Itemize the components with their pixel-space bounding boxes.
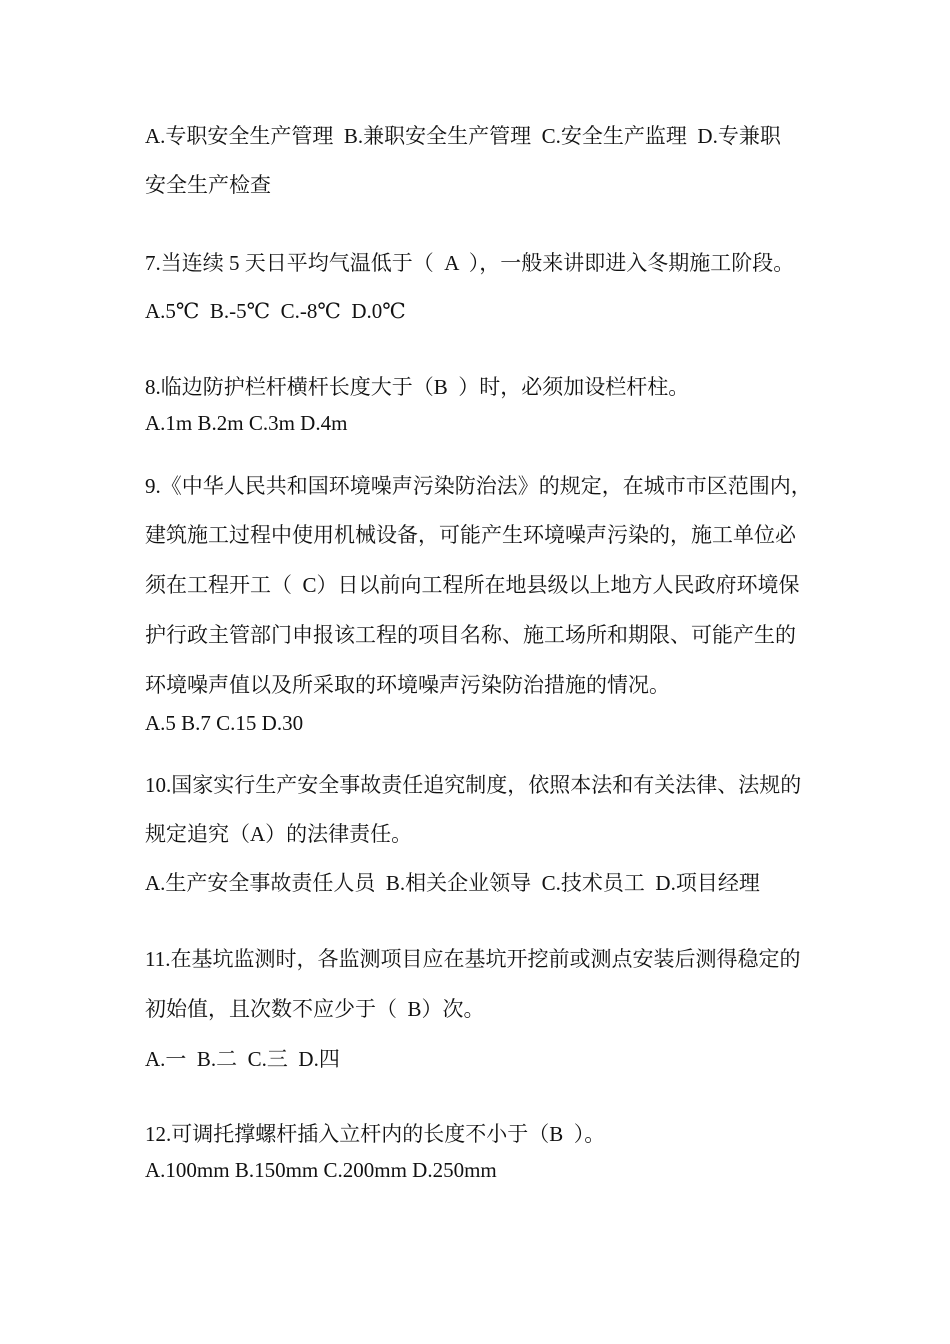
q10-question-line: 10.国家实行生产安全事故责任追究制度，依照本法和有关法律、法规的 (145, 773, 802, 797)
q12-question: 12.可调托撑螺杆插入立杆内的长度不小于（B ）。 (145, 1122, 606, 1146)
q7-options: A.5℃ B.-5℃ C.-8℃ D.0℃ (145, 299, 406, 323)
q7-question: 7.当连续 5 天日平均气温低于（ A ），一般来讲即进入冬期施工阶段。 (145, 251, 795, 275)
q9-question-line: 环境噪声值以及所采取的环境噪声污染防治措施的情况。 (145, 673, 670, 697)
q9-question-line: 建筑施工过程中使用机械设备，可能产生环境噪声污染的，施工单位必 (145, 523, 796, 547)
q10-options: A.生产安全事故责任人员 B.相关企业领导 C.技术员工 D.项目经理 (145, 871, 760, 895)
q9-question-line: 须在工程开工（ C）日以前向工程所在地县级以上地方人民政府环境保 (145, 573, 800, 597)
q9-options: A.5 B.7 C.15 D.30 (145, 711, 304, 735)
q8-question: 8.临边防护栏杆横杆长度大于（B ）时，必须加设栏杆柱。 (145, 375, 690, 399)
q11-question-line: 初始值，且次数不应少于（ B）次。 (145, 997, 485, 1021)
q10-question-line: 规定追究（A）的法律责任。 (145, 822, 413, 846)
q11-options: A.一 B.二 C.三 D.四 (145, 1047, 340, 1071)
q6-options-continuation: 安全生产检查 (145, 173, 271, 197)
q9-question-line: 护行政主管部门申报该工程的项目名称、施工场所和期限、可能产生的 (145, 623, 796, 647)
q6-options: A.专职安全生产管理 B.兼职安全生产管理 C.安全生产监理 D.专兼职 (145, 124, 781, 148)
q9-question-line: 9.《中华人民共和国环境噪声污染防治法》的规定，在城市市区范围内， (145, 474, 812, 498)
q8-options: A.1m B.2m C.3m D.4m (145, 411, 348, 435)
q11-question-line: 11.在基坑监测时，各监测项目应在基坑开挖前或测点安装后测得稳定的 (145, 947, 801, 971)
q12-options: A.100mm B.150mm C.200mm D.250mm (145, 1158, 497, 1182)
